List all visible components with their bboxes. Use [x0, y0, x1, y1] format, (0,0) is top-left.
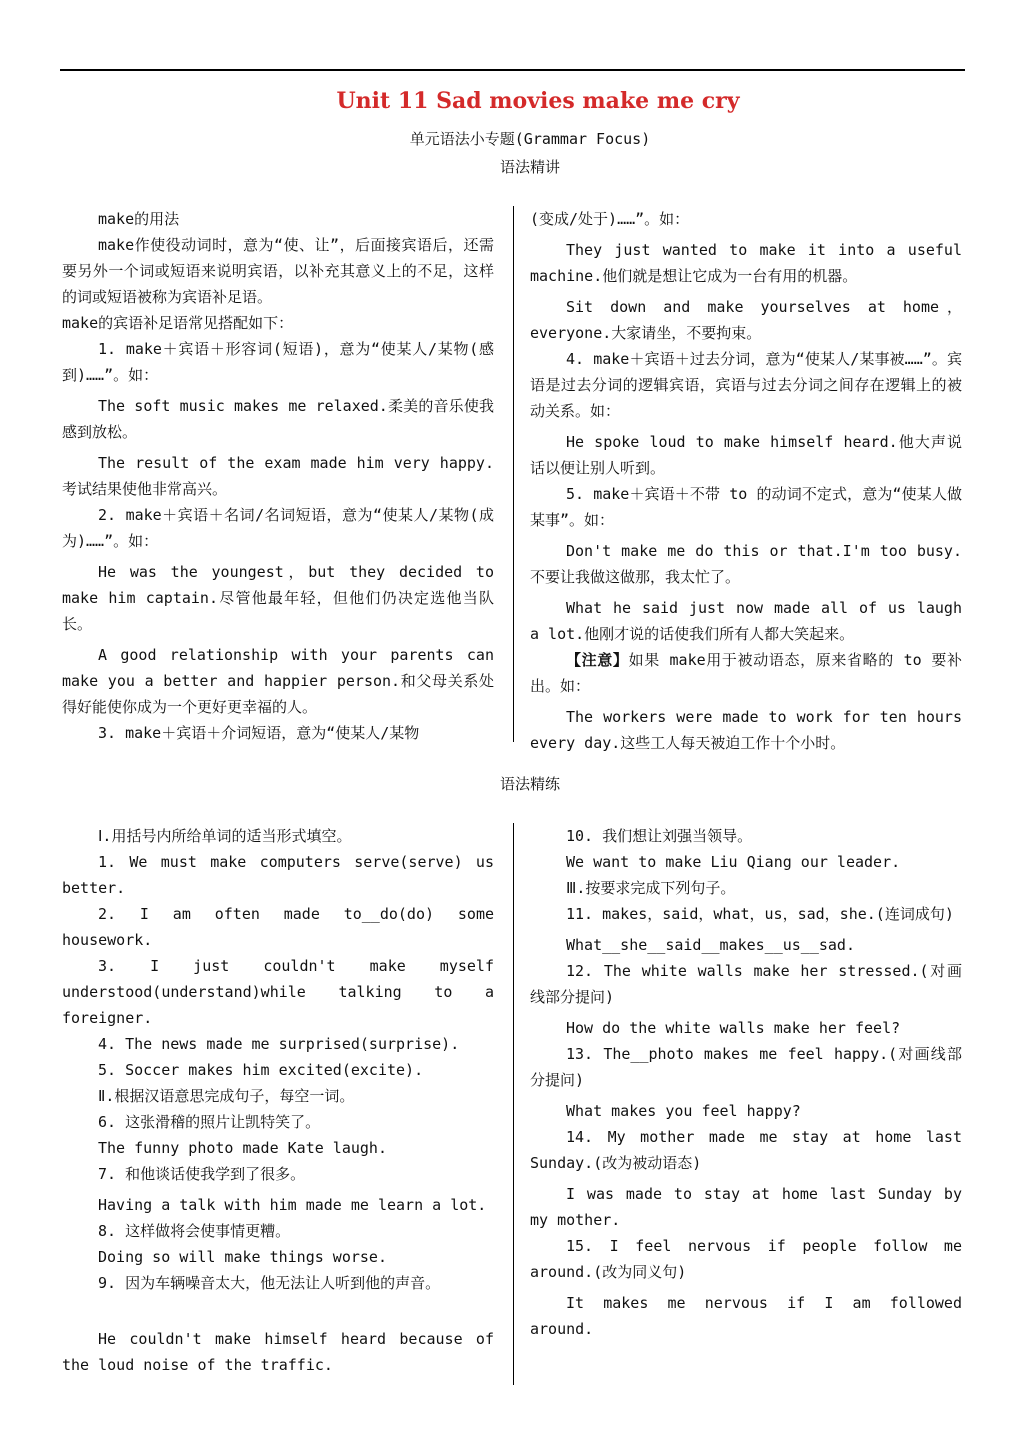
exercise-answer: I was made to stay at home last Sunday by my mother. [530, 1185, 962, 1229]
exercise-item: 8. 这样做将会使事情更糟。 [98, 1222, 291, 1240]
exercise-answer: What__she__said__makes__us__sad. [566, 936, 855, 954]
exercise-answer: How do the white walls make her feel? [566, 1019, 901, 1037]
example-sentence: A good relationship with your parents can make you a better and happier person.和父母关系处得好能使你成为一个更好更幸福的人。 [62, 646, 494, 716]
section1-left-column [62, 206, 494, 746]
section2-right-column [530, 823, 962, 1342]
paragraph: make的宾语补足语常见搭配如下： [62, 314, 294, 332]
example-sentence: The soft music makes me relaxed.柔美的音乐使我感到放松。 [62, 397, 494, 441]
example-sentence: What he said just now made all of us laugh a lot.他刚才说的话使我们所有人都大笑起来。 [530, 599, 962, 643]
exercise-item: 1. We must make computers serve(serve) us better. [62, 853, 494, 897]
rule-item: 2. make＋宾语＋名词/名词短语，意为“使某人/某物(成为)……”。如： [62, 506, 494, 550]
column-divider [513, 823, 514, 1385]
exercise-answer: Doing so will make things worse. [98, 1248, 387, 1266]
example-sentence: He spoke loud to make himself heard.他大声说话以便让别人听到。 [530, 433, 962, 477]
rule-item: 4. make＋宾语＋过去分词，意为“使某人/某事被……”。宾语是过去分词的逻辑宾语，宾语与过去分词之间存在逻辑上的被动关系。如： [530, 350, 962, 420]
exercise-item: 6. 这张滑稽的照片让凯特笑了。 [98, 1113, 321, 1131]
example-sentence: The workers were made to work for ten hours every day.这些工人每天被迫工作十个小时。 [530, 708, 962, 752]
exercise-answer: He couldn't make himself heard because of the loud noise of the traffic. [62, 1330, 494, 1374]
section-heading-grammar-practice: 语法精练 [499, 775, 560, 793]
note-paragraph [530, 647, 962, 699]
page-title: Unit 11 Sad movies make me cry [336, 88, 740, 114]
example-sentence: Sit down and make yourselves at home，everyone.大家请坐，不要拘束。 [530, 298, 962, 342]
section-heading-grammar-explanation: 语法精讲 [499, 158, 560, 176]
paragraph: make作使役动词时，意为“使、让”，后面接宾语后，还需要另外一个词或短语来说明宾语，以补充其意义上的不足，这样的词或短语被称为宾语补足语。 [62, 236, 494, 306]
section2-left-column [62, 823, 494, 1378]
exercise-answer: We want to make Liu Qiang our leader. [566, 853, 901, 871]
exercise-answer: What makes you feel happy? [566, 1102, 801, 1120]
rule-item: 1. make＋宾语＋形容词(短语)，意为“使某人/某物(感到)……”。如： [62, 340, 494, 384]
note-text: 如果 make用于被动语态，原来省略的 to 要补出。如： [530, 651, 962, 695]
example-sentence: They just wanted to make it into a useful machine.他们就是想让它成为一台有用的机器。 [530, 241, 962, 285]
exercise-answer: Having a talk with him made me learn a lot. [98, 1196, 487, 1214]
exercise-item: 14. My mother made me stay at home last Sunday.(改为被动语态) [530, 1128, 962, 1172]
exercise-instruction: Ⅰ.用括号内所给单词的适当形式填空。 [98, 827, 352, 845]
example-sentence: He was the youngest，but they decided to make him captain.尽管他最年轻，但他们仍决定选他当队长。 [62, 563, 494, 633]
exercise-item: 12. The white walls make her stressed.(对画线部分提问) [530, 962, 962, 1006]
rule-item: 3. make＋宾语＋介词短语，意为“使某人/某物 [98, 724, 420, 742]
note-tag: 【注意】 [566, 651, 629, 669]
column-divider [513, 206, 514, 742]
page-subtitle: 单元语法小专题(Grammar Focus) [409, 130, 651, 148]
exercise-item: 2. I am often made to__do(do) some housework. [62, 905, 494, 949]
example-sentence: Don't make me do this or that.I'm too busy.不要让我做这做那，我太忙了。 [530, 542, 962, 586]
exercise-item: 7. 和他谈话使我学到了很多。 [98, 1165, 306, 1183]
top-rule [60, 69, 965, 71]
exercise-item: 15. I feel nervous if people follow me around.(改为同义句) [530, 1237, 962, 1281]
exercise-item: 5. Soccer makes him excited(excite). [98, 1061, 424, 1079]
section1-right-column [530, 206, 962, 756]
exercise-item: 11. makes，said，what，us，sad，she.(连词成句) [566, 905, 954, 923]
exercise-answer: The funny photo made Kate laugh. [98, 1139, 387, 1157]
example-sentence: The result of the exam made him very happy.考试结果使他非常高兴。 [62, 454, 494, 498]
rule-item-continued: (变成/处于)……”。如： [530, 210, 690, 228]
topic-heading: make的用法 [98, 210, 180, 228]
exercise-item: 13. The__photo makes me feel happy.(对画线部分提问) [530, 1045, 962, 1089]
exercise-item: 10. 我们想让刘强当领导。 [566, 827, 753, 845]
rule-item: 5. make＋宾语＋不带 to 的动词不定式，意为“使某人做某事”。如： [530, 485, 962, 529]
exercise-answer: It makes me nervous if I am followed around. [530, 1294, 962, 1338]
exercise-item: 3. I just couldn't make myself understood(understand)while talking to a foreigner. [62, 957, 494, 1027]
exercise-item: 9. 因为车辆噪音太大，他无法让人听到他的声音。 [98, 1274, 441, 1292]
exercise-item: 4. The news made me surprised(surprise). [98, 1035, 460, 1053]
exercise-instruction: Ⅱ.根据汉语意思完成句子，每空一词。 [98, 1087, 355, 1105]
exercise-instruction: Ⅲ.按要求完成下列句子。 [566, 879, 736, 897]
